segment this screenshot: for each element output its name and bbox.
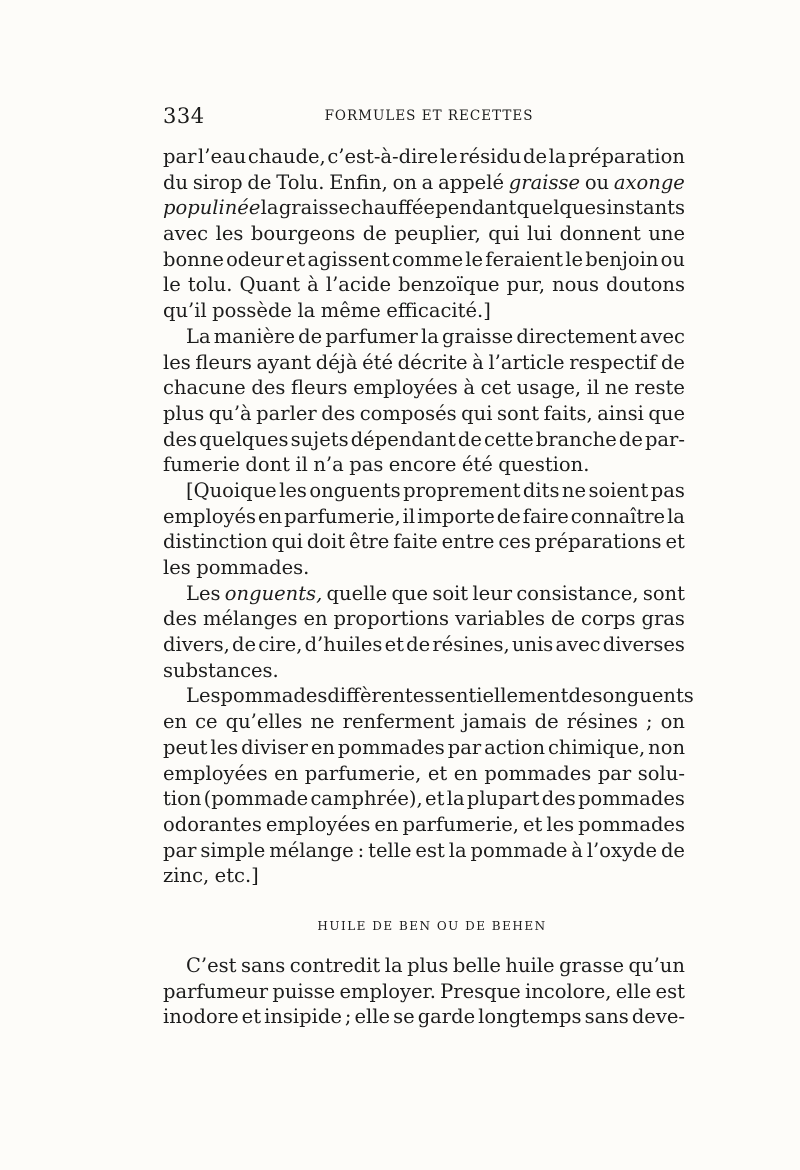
word: benzoïque (398, 273, 500, 297)
word: fumerie (163, 453, 240, 477)
word: proportions (333, 607, 449, 631)
word: distinction (163, 530, 268, 554)
text-line (163, 272, 685, 298)
word: avec (639, 324, 685, 348)
text-line (163, 581, 685, 607)
word: Les (186, 684, 221, 708)
word: pendant (435, 196, 517, 220)
word: des (321, 401, 356, 425)
word: le (565, 247, 584, 271)
word: graisse (278, 196, 351, 220)
word: cet (480, 376, 511, 400)
word: de (522, 145, 548, 168)
word: la (297, 299, 316, 323)
word: et (665, 530, 685, 554)
word: comme (391, 247, 464, 271)
word: chacune (163, 376, 246, 400)
word: pommades (484, 761, 592, 785)
word: leur (472, 581, 513, 605)
word: par (163, 145, 197, 168)
word: les (215, 222, 244, 246)
word: dont (245, 453, 290, 477)
word: benjoin (585, 247, 659, 271)
word: des (163, 607, 198, 631)
word: que (391, 581, 429, 605)
word: résidu (459, 145, 522, 168)
word: branche (535, 427, 617, 451)
word: question. (498, 453, 590, 477)
word: été (461, 453, 493, 477)
word: en (453, 761, 478, 785)
word: garde (417, 1005, 476, 1029)
word: onguents (309, 478, 401, 502)
text-line (163, 452, 685, 478)
word: doutons (606, 273, 685, 297)
word: et (522, 812, 543, 836)
word: ne (310, 710, 335, 734)
word: qu’elles (225, 710, 303, 734)
word: été (362, 350, 394, 374)
word: par- (644, 427, 685, 451)
word: les (546, 812, 575, 836)
word: le (163, 273, 181, 297)
word: préparations (534, 530, 662, 554)
word: feraient (485, 247, 564, 271)
word: appelé (438, 170, 505, 194)
word: le (439, 145, 458, 168)
word: Presque (440, 979, 521, 1003)
word: a (421, 170, 434, 194)
word: pommade (470, 838, 568, 862)
word: à (571, 838, 583, 862)
word: jamais (462, 710, 527, 734)
word: Quant (239, 273, 301, 297)
word: pommades (337, 735, 445, 759)
word: la (384, 954, 403, 977)
text-line (163, 606, 685, 632)
word: plus (163, 401, 205, 425)
word: parfumer (325, 324, 418, 348)
word: qu’il (163, 299, 207, 323)
word: faire (522, 504, 569, 528)
word: en (274, 761, 299, 785)
word: telle (368, 838, 412, 862)
word: longtemps (478, 1005, 582, 1029)
word: grasse (559, 954, 625, 977)
word: huile (505, 954, 555, 977)
word: fleurs (195, 350, 252, 374)
word: c’est-à-dire (327, 145, 439, 168)
word: plupart (466, 787, 540, 811)
word: avec (163, 222, 209, 246)
word: employées (353, 376, 458, 400)
text-line (163, 298, 685, 324)
word: donnent (559, 222, 641, 246)
word: : (357, 838, 365, 862)
word: parfumerie, (402, 812, 520, 836)
word: et (427, 761, 448, 785)
word: ou (660, 247, 685, 271)
word: essentiellement (412, 684, 569, 708)
word: chaude, (247, 145, 326, 168)
word: directement (516, 324, 637, 348)
word: la (421, 324, 439, 348)
word: possède (212, 299, 292, 323)
word: tolu. (187, 273, 233, 297)
word: des (541, 787, 576, 811)
text-line (163, 709, 685, 735)
word: Les (186, 581, 221, 605)
word: des (251, 376, 286, 400)
word: action (484, 735, 546, 759)
text-line (163, 195, 685, 221)
word: la (667, 504, 685, 528)
word: employés (163, 504, 257, 528)
word: et (425, 787, 445, 811)
text-line (163, 683, 694, 709)
word: quelques (199, 427, 289, 451)
word: zinc, (163, 864, 210, 888)
word: de (660, 838, 685, 862)
italic-word: axonge (613, 170, 685, 194)
word: proprement (403, 478, 521, 502)
word: ayant (256, 350, 312, 374)
word: les (163, 350, 191, 374)
word: peut (163, 735, 208, 759)
word: plus (407, 954, 449, 977)
word: pur, (506, 273, 546, 297)
word: une (648, 222, 685, 246)
word: soient (588, 478, 649, 502)
body-text (163, 144, 694, 889)
word: insipide (264, 1005, 342, 1029)
text-line (163, 555, 685, 581)
word: lui (527, 222, 553, 246)
word: deve- (631, 1005, 685, 1029)
word: diverses (602, 633, 685, 657)
word: par (163, 838, 197, 862)
word: la (260, 196, 279, 220)
word: divers, (163, 633, 230, 657)
word: onguents (602, 684, 694, 708)
word: et (384, 633, 404, 657)
word: unis (511, 633, 554, 657)
word: quelques (516, 196, 607, 220)
word: à (463, 376, 476, 400)
word: on (660, 710, 685, 734)
word: en (258, 504, 283, 528)
word: à (472, 350, 484, 374)
word: l’eau (198, 145, 247, 168)
word: contredit (289, 954, 381, 977)
word: de (618, 427, 643, 451)
running-title: FORMULES ET RECETTES (324, 108, 534, 124)
text-line (163, 427, 685, 453)
word: odeur (226, 247, 284, 271)
text-line (163, 350, 685, 376)
text-line (163, 1004, 685, 1030)
word: bourgeons (250, 222, 356, 246)
text-line (163, 979, 685, 1005)
word: renferment (342, 710, 455, 734)
word: usage, (516, 376, 582, 400)
word: graisse (442, 324, 514, 348)
word: bonne (163, 247, 224, 271)
word: ne (561, 478, 586, 502)
word: de (362, 222, 387, 246)
word: peuplier, (394, 222, 481, 246)
text-line (163, 838, 685, 864)
word: chimique, (547, 735, 646, 759)
word: Enfin, (329, 170, 388, 194)
word: doit (306, 530, 346, 554)
word: se (393, 1005, 415, 1029)
word: pommades. (196, 556, 310, 579)
word: par (447, 735, 482, 759)
word: respectif (569, 350, 657, 374)
word: les (279, 478, 307, 502)
word: de (406, 633, 431, 657)
word: mélanges (203, 607, 298, 631)
italic-word: onguents, (224, 581, 323, 605)
word: fleurs (291, 376, 348, 400)
word: chauffée (350, 196, 435, 220)
word: des (568, 684, 603, 708)
word: parler (256, 401, 317, 425)
word: belle (452, 954, 501, 977)
word: ainsi (597, 401, 644, 425)
word: composés (359, 401, 457, 425)
text-line (163, 953, 685, 979)
word: pommades (578, 812, 685, 836)
word: La (186, 324, 211, 348)
word: de (534, 710, 559, 734)
word: instants (606, 196, 685, 220)
word: C’est (186, 954, 237, 977)
word: qui (271, 530, 303, 554)
word: parfumeur (163, 979, 269, 1003)
word: l’article (488, 350, 565, 374)
text-line (163, 170, 685, 196)
word: soit (432, 581, 469, 605)
word: que (648, 401, 685, 425)
word: et (241, 1005, 262, 1029)
word: faits, (543, 401, 593, 425)
word: substances. (163, 658, 279, 682)
text-line (163, 504, 685, 530)
running-head (163, 104, 685, 130)
word: camphrée), (310, 787, 423, 811)
word: sujets (290, 427, 349, 451)
word: et (285, 247, 306, 271)
word: décrite (397, 350, 468, 374)
word: faite (393, 530, 438, 554)
word: [Quoique (186, 478, 277, 502)
word: sans (241, 954, 286, 977)
word: sont (642, 581, 685, 605)
word: encore (388, 453, 457, 477)
word: inodore (163, 1005, 239, 1029)
word: avec (555, 633, 601, 657)
word: par (597, 761, 632, 785)
word: dépendant (350, 427, 456, 451)
word: la (548, 145, 567, 168)
word: pommades (220, 684, 328, 708)
word: dits (522, 478, 560, 502)
section-heading: HUILE DE BEN OU DE BEHEN (317, 919, 547, 933)
word: elle (615, 979, 652, 1003)
text-line (163, 658, 685, 684)
word: l’acide (325, 273, 392, 297)
word: parfumerie, (304, 761, 422, 785)
word: ou (584, 170, 610, 194)
word: il (295, 453, 308, 477)
word: qu’à (208, 401, 252, 425)
word: gras (641, 607, 685, 631)
word: tion (163, 787, 202, 811)
word: elle (354, 1005, 391, 1029)
text-line (163, 324, 685, 350)
text-line (163, 632, 685, 658)
word: employées (163, 761, 268, 785)
word: il (586, 376, 600, 400)
word: être (349, 530, 390, 554)
text-line (163, 735, 685, 761)
word: les (163, 556, 191, 579)
section-body-text (163, 953, 685, 1030)
word: ; (344, 1005, 352, 1029)
text-line (163, 863, 685, 889)
word: déjà (315, 350, 358, 374)
word: etc.] (214, 864, 259, 888)
word: variables (454, 607, 546, 631)
text-line (163, 144, 685, 170)
word: connaître (570, 504, 666, 528)
word: en (374, 812, 399, 836)
word: ne (604, 376, 629, 400)
word: pas (349, 453, 384, 477)
text-line (163, 812, 685, 838)
word: mélange (269, 838, 354, 862)
word: résines, (432, 633, 510, 657)
word: Tolu. (276, 170, 325, 194)
word: est (415, 838, 445, 862)
word: efficacité.] (386, 299, 491, 323)
word: ces (498, 530, 531, 554)
text-line (163, 786, 685, 812)
word: en (303, 607, 328, 631)
word: les (210, 735, 239, 759)
word: la (446, 787, 465, 811)
text-line (163, 375, 685, 401)
word: simple (200, 838, 266, 862)
word: du (163, 170, 189, 194)
word: qu’un (628, 954, 685, 977)
word: de (231, 633, 257, 657)
word: en (310, 735, 335, 759)
word: sont (496, 401, 540, 425)
word: la (448, 838, 467, 862)
word: ce (195, 710, 218, 734)
word: quelle (326, 581, 388, 605)
word: on (392, 170, 417, 194)
page-number: 334 (163, 104, 205, 128)
word: non (648, 735, 685, 759)
word: de (496, 504, 521, 528)
word: odorantes (163, 812, 262, 836)
word: il (402, 504, 416, 528)
italic-word: populinée (163, 196, 261, 220)
word: manière (213, 324, 296, 348)
word: des (163, 427, 198, 451)
text-line (163, 401, 685, 427)
word: résines (566, 710, 638, 734)
word: de (457, 427, 482, 451)
italic-word: graisse (508, 170, 581, 194)
word: qui (488, 222, 520, 246)
word: qui (461, 401, 493, 425)
word: à (307, 273, 319, 297)
word: corps (581, 607, 636, 631)
word: diviser (241, 735, 308, 759)
text-line (163, 221, 685, 247)
word: incolore, (524, 979, 612, 1003)
word: consistance, (516, 581, 639, 605)
word: sans (584, 1005, 629, 1029)
word: diffèrent (327, 684, 413, 708)
word: cette (483, 427, 534, 451)
word: de (551, 607, 576, 631)
text-line (163, 247, 685, 273)
word: l’oxyde (586, 838, 658, 862)
word: en (163, 710, 188, 734)
word: sirop (192, 170, 243, 194)
word: préparation (568, 145, 685, 168)
text-line (163, 529, 685, 555)
word: parfumerie, (284, 504, 401, 528)
word: de (660, 350, 685, 374)
word: agissent (307, 247, 390, 271)
word: cire, (258, 633, 303, 657)
word: reste (634, 376, 685, 400)
text-line (163, 761, 685, 787)
word: nous (552, 273, 599, 297)
word: employées (265, 812, 371, 836)
word: (pommade (203, 787, 309, 811)
word: puisse (272, 979, 336, 1003)
word: d’huiles (304, 633, 383, 657)
word: solu- (637, 761, 685, 785)
word: pas (650, 478, 685, 502)
text-line (163, 478, 685, 504)
word: pommades (578, 787, 685, 811)
word: même (320, 299, 381, 323)
word: ; (645, 710, 653, 734)
word: importe (417, 504, 495, 528)
word: employer. (339, 979, 436, 1003)
word: de (247, 170, 272, 194)
word: de (298, 324, 323, 348)
word: entre (441, 530, 495, 554)
word: le (465, 247, 484, 271)
word: n’a (313, 453, 344, 477)
word: est (655, 979, 685, 1003)
